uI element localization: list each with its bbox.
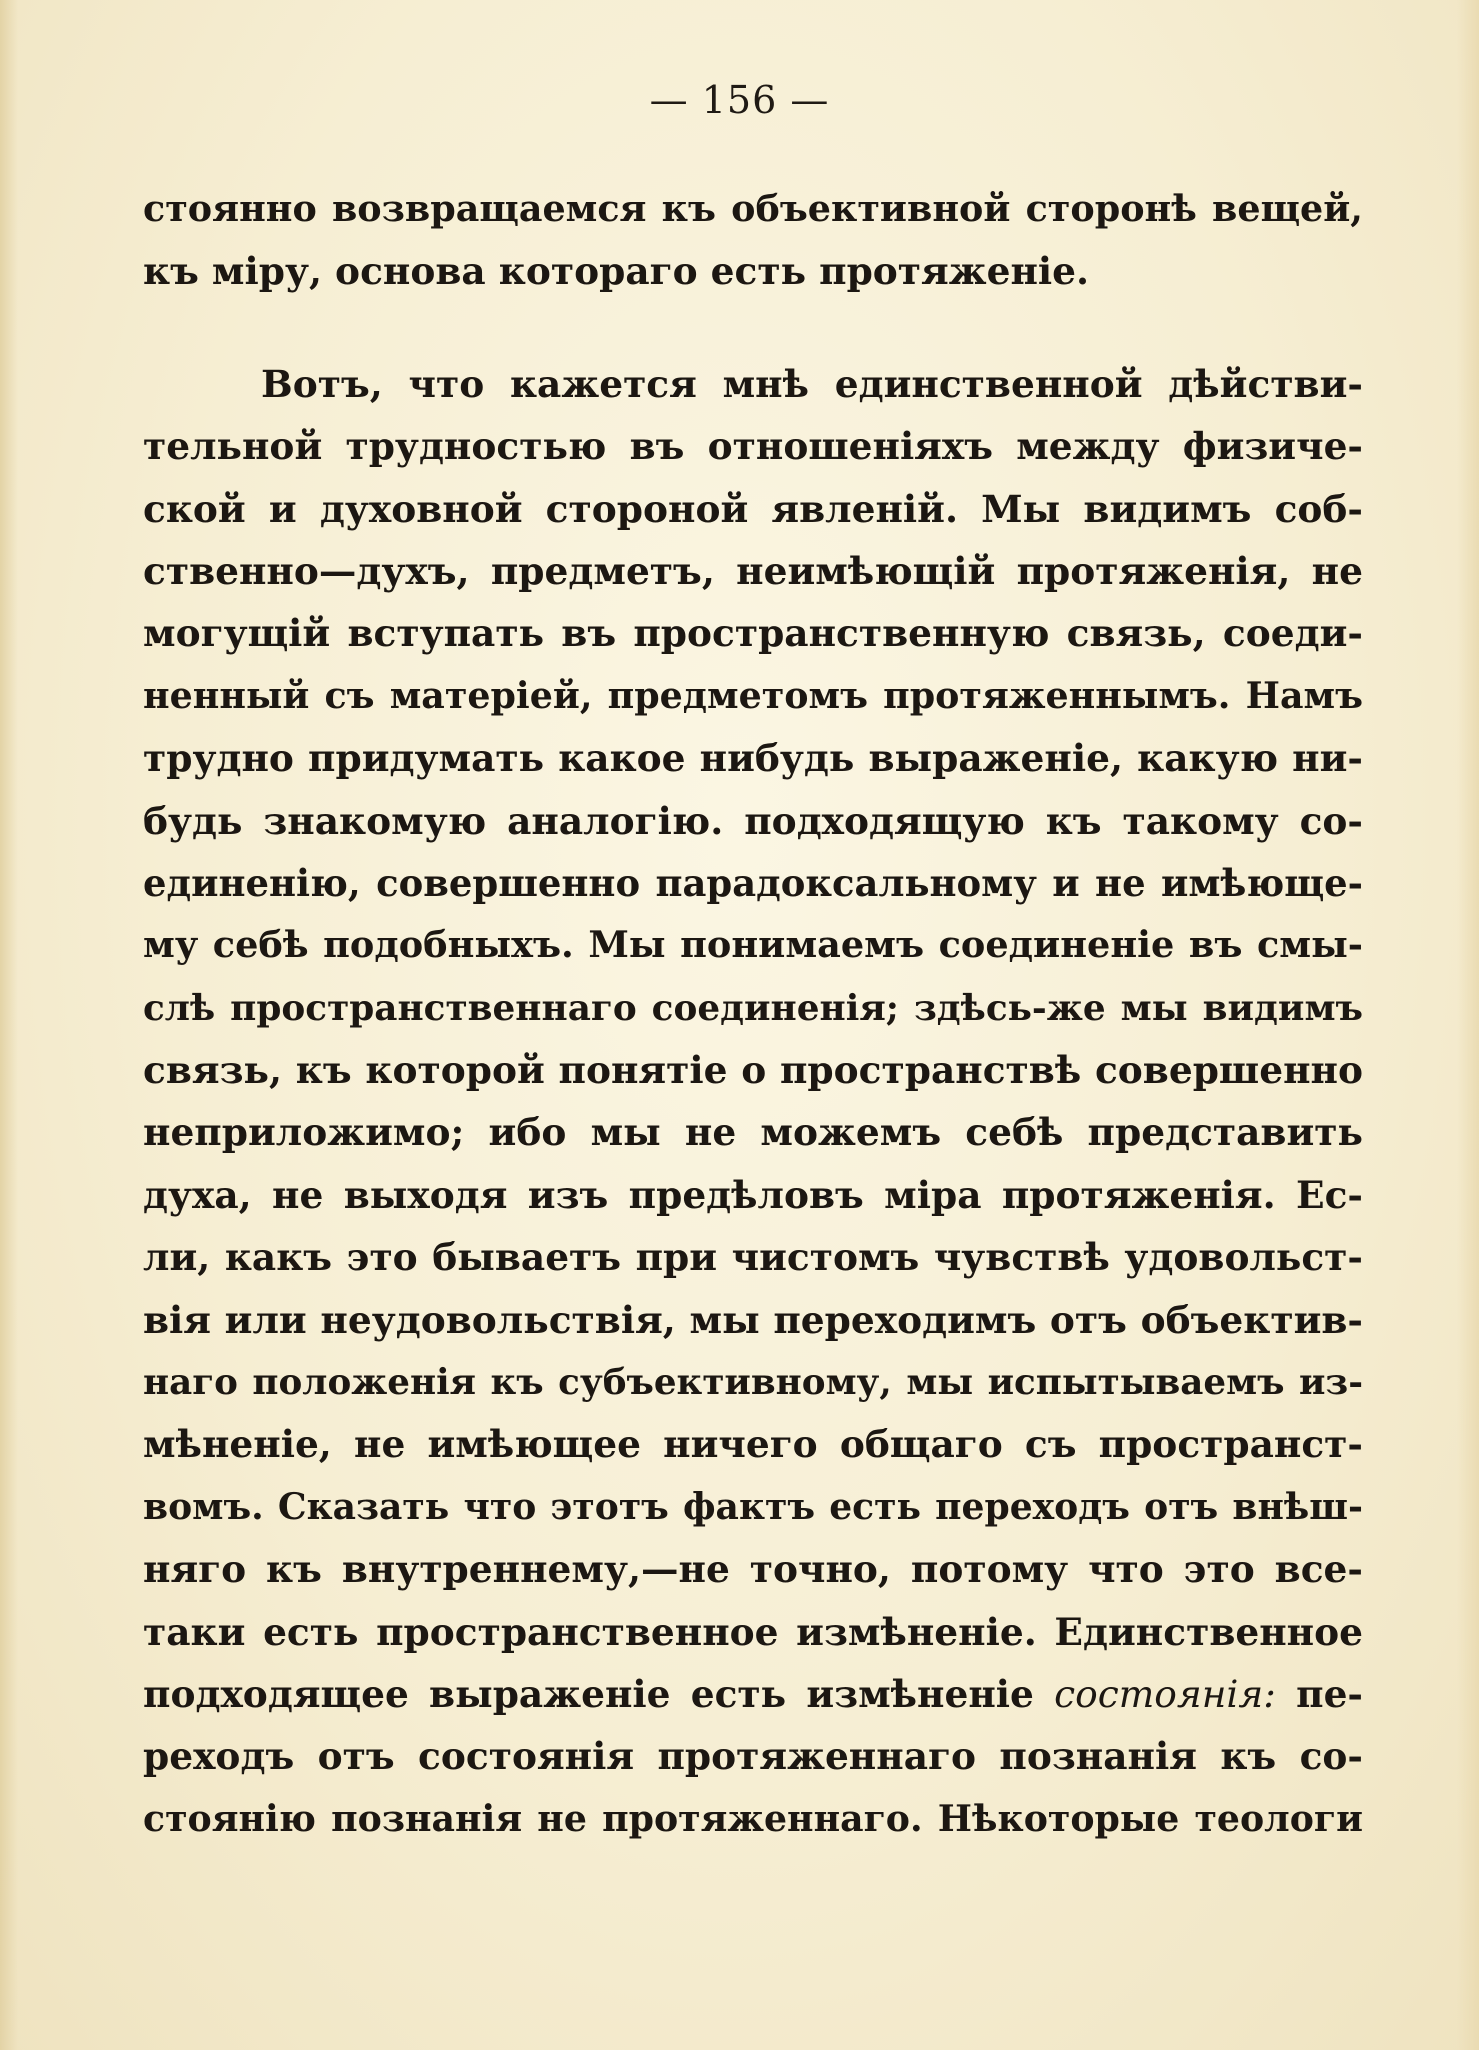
text-line: реходъ отъ состоянія протяженнаго познанія къ со-: [143, 1734, 1363, 1779]
text-line: няго къ внутреннему,—не точно, потому что это все-: [143, 1547, 1363, 1592]
text-line: тельной трудностью въ отношеніяхъ между физиче-: [143, 424, 1363, 469]
text-line: трудно придумать какое нибудь выраженіе, какую ни-: [143, 736, 1363, 781]
text-line: ли, какъ это бываетъ при чистомъ чувствѣ удовольст-: [143, 1235, 1363, 1280]
text-run: пе-: [1275, 1671, 1363, 1716]
text-run: подходящее выраженіе есть измѣненіе: [143, 1671, 1055, 1716]
text-line: вомъ. Сказать что этотъ фактъ есть переходъ отъ внѣш-: [143, 1484, 1363, 1528]
body-text: [143, 178, 1363, 1850]
text-line: будь знакомую аналогію. подходящую къ такому со-: [143, 798, 1363, 843]
text-line: связь, къ которой понятіе о пространствѣ совершенно: [143, 1048, 1363, 1093]
text-line: неприложимо; ибо мы не можемъ себѣ представить: [143, 1110, 1363, 1155]
page-number: — 156 —: [649, 78, 830, 122]
text-line: единенію, совершенно парадоксальному и не имѣюще-: [143, 860, 1363, 905]
paragraph-break: [143, 303, 1363, 353]
text-line: стоянно возвращаемся къ объективной сторонѣ вещей,: [143, 187, 1363, 230]
text-line: мѣненіе, не имѣющее ничего общаго съ пространст-: [143, 1422, 1363, 1467]
text-line: таки есть пространственное измѣненіе. Единственное: [143, 1609, 1363, 1654]
text-line: стоянію познанія не протяженнаго. Нѣкоторые теологи: [143, 1796, 1363, 1840]
text-line: духа, не выходя изъ предѣловъ міра протяженія. Ес-: [143, 1172, 1363, 1217]
text-line: ственно—духъ, предметъ, неимѣющій протяженія, не: [143, 548, 1363, 593]
text-line: къ міру, основа котораго есть протяженіе.: [143, 249, 1090, 294]
text-line: наго положенія къ субъективному, мы испытываемъ из-: [143, 1361, 1363, 1404]
text-line: могущій вступать въ пространственную связь, соеди-: [143, 611, 1363, 656]
text-line: вія или неудовольствія, мы переходимъ отъ объектив-: [143, 1297, 1363, 1342]
text-line-with-italic: [143, 1663, 1363, 1725]
text-line: Вотъ, что кажется мнѣ единственной дѣйстви-: [261, 361, 1363, 406]
text-line: слѣ пространственнаго соединенія; здѣсь-же мы видимъ: [143, 986, 1363, 1029]
text-line: ненный съ матеріей, предметомъ протяженнымъ. Намъ: [143, 673, 1363, 717]
italic-term: состоянія:: [1054, 1671, 1276, 1716]
text-line: му себѣ подобныхъ. Мы понимаемъ соединеніе въ смы-: [143, 923, 1363, 967]
text-line: ской и духовной стороной явленій. Мы видимъ соб-: [143, 486, 1363, 531]
